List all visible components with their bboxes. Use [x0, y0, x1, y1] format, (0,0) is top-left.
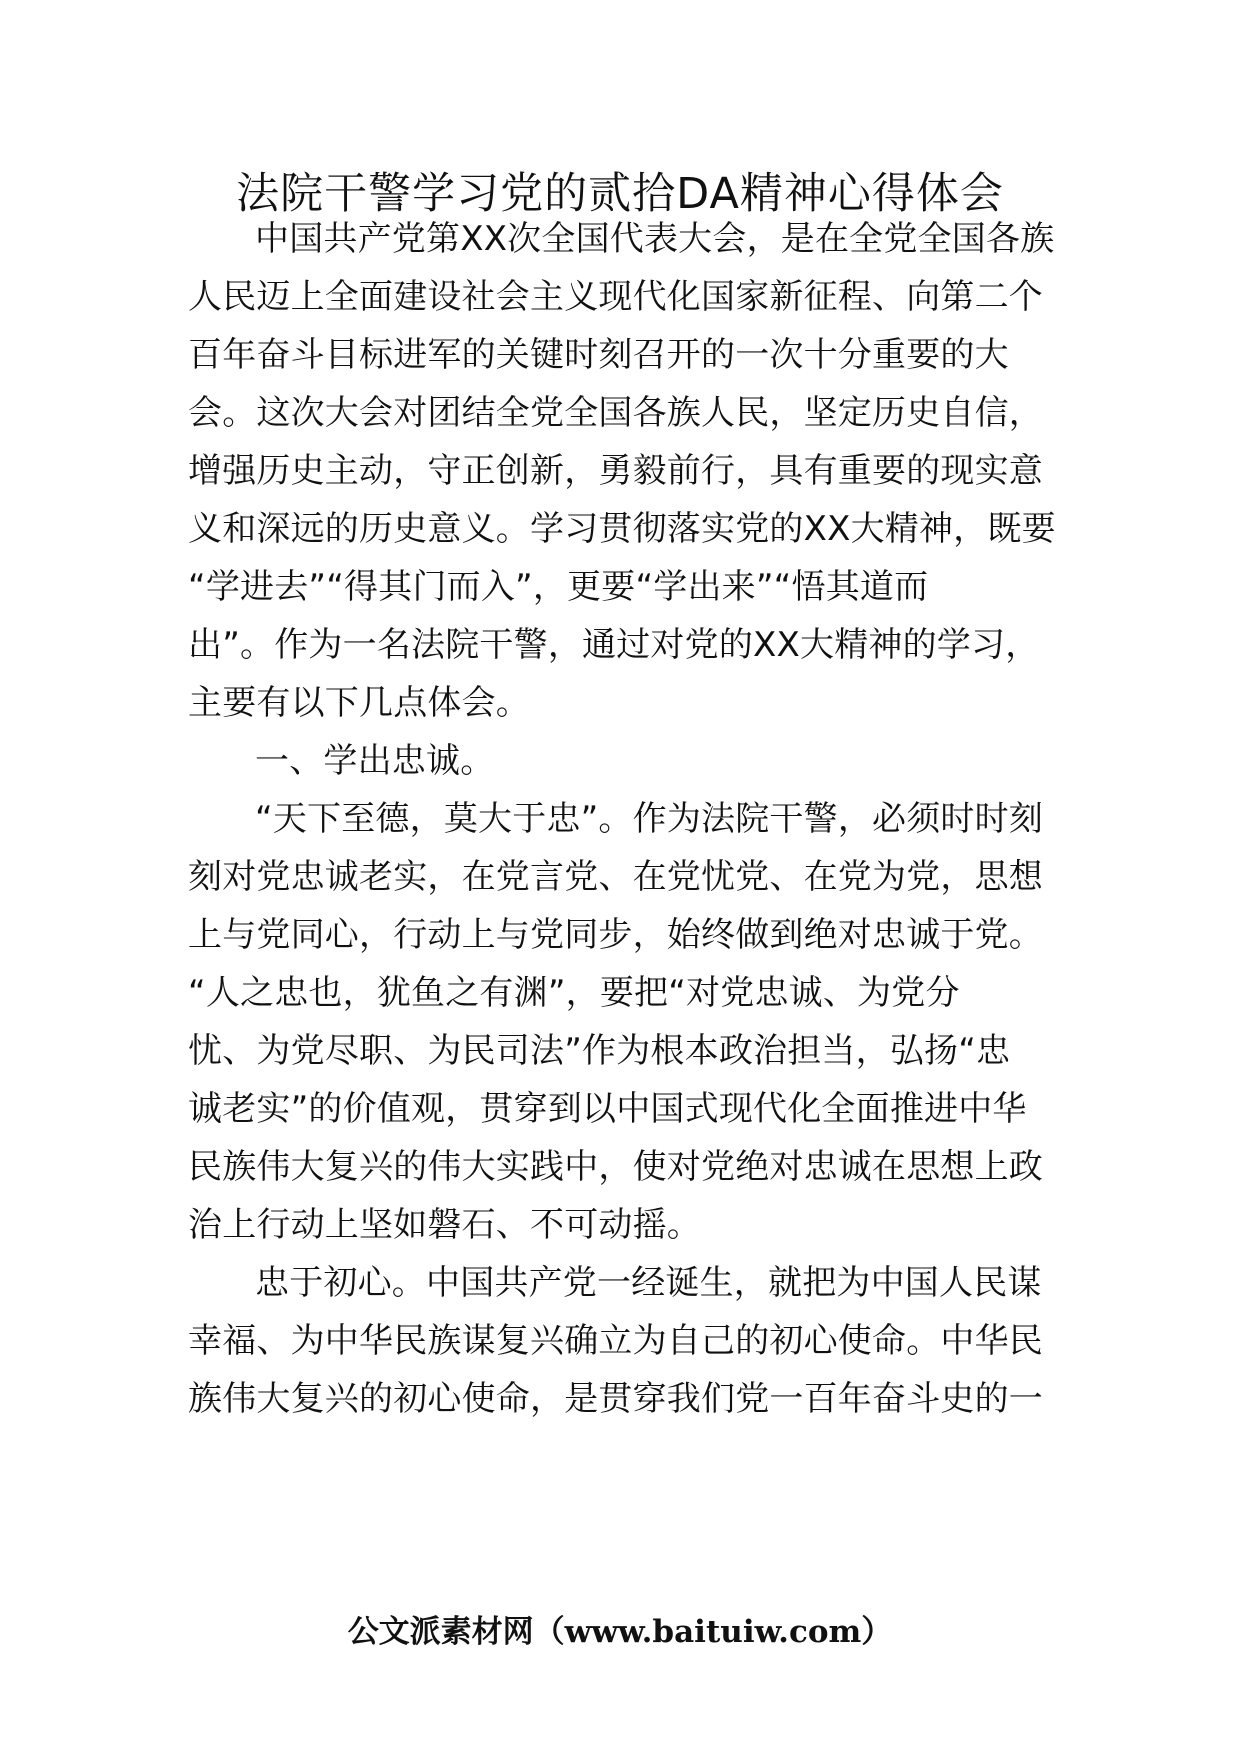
body-line-13: 上与党同心，行动上与党同步，始终做到绝对忠诚于党。	[188, 915, 1043, 955]
body-line-3: 百年奋斗目标进军的关键时刻召开的一次十分重要的大	[188, 335, 1009, 375]
body-line-4: 会。这次大会对团结全党全国各族人民，坚定历史自信，	[188, 393, 1043, 433]
body-line-20: 幸福、为中华民族谋复兴确立为自己的初心使命。中华民	[188, 1321, 1043, 1361]
body-line-9: 主要有以下几点体会。	[188, 683, 530, 723]
body-line-2: 人民迈上全面建设社会主义现代化国家新征程、向第二个	[188, 277, 1043, 317]
body-line-15: 忧、为党尽职、为民司法”作为根本政治担当，弘扬“忠	[188, 1031, 1011, 1071]
body-line-17: 民族伟大复兴的伟大实践中，使对党绝对忠诚在思想上政	[188, 1147, 1043, 1187]
body-line-1: 中国共产党第XX次全国代表大会，是在全党全国各族	[255, 219, 1055, 259]
body-line-19: 忠于初心。中国共产党一经诞生，就把为中国人民谋	[255, 1263, 1042, 1303]
body-line-21: 族伟大复兴的初心使命，是贯穿我们党一百年奋斗史的一	[188, 1379, 1043, 1419]
footer-watermark: 公文派素材网（www.baituiw.com）	[347, 1614, 893, 1650]
document-title: 法院干警学习党的贰拾DA精神心得体会	[236, 169, 1004, 219]
body-line-8: 出”。作为一名法院干警，通过对党的XX大精神的学习，	[188, 625, 1040, 665]
body-line-11: “天下至德，莫大于忠”。作为法院干警，必须时时刻	[255, 799, 1044, 839]
body-line-12: 刻对党忠诚老实，在党言党、在党忧党、在党为党，思想	[188, 857, 1043, 897]
body-line-14: “人之忠也，犹鱼之有渊”，要把“对党忠诚、为党分	[188, 973, 960, 1013]
section-heading: 一、学出忠诚。	[255, 741, 495, 781]
body-line-18: 治上行动上坚如磐石、不可动摇。	[188, 1205, 701, 1245]
body-line-5: 增强历史主动，守正创新，勇毅前行，具有重要的现实意	[188, 451, 1043, 491]
body-line-6: 义和深远的历史意义。学习贯彻落实党的XX大精神，既要	[188, 509, 1056, 549]
body-line-7: “学进去”“得其门而入”，更要“学出来”“悟其道而	[188, 567, 929, 607]
body-line-16: 诚老实”的价值观，贯穿到以中国式现代化全面推进中华	[188, 1089, 1027, 1129]
